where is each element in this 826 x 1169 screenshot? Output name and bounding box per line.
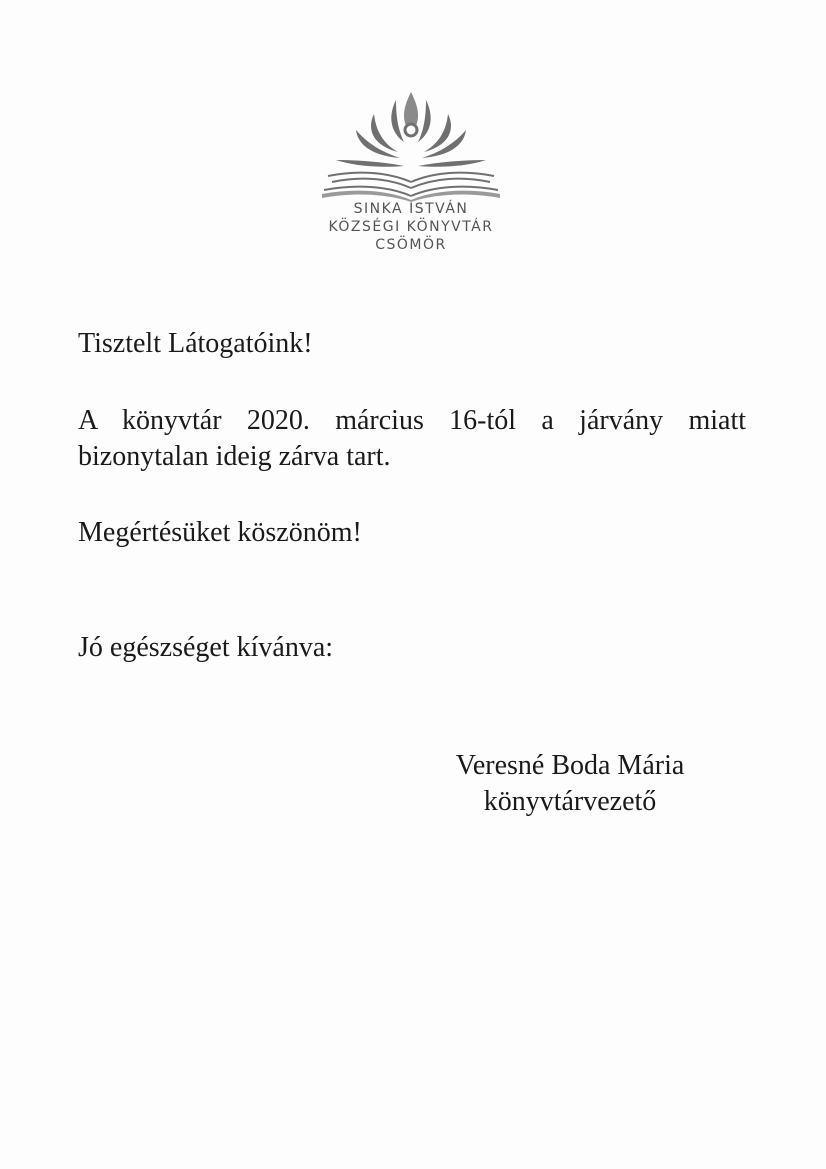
logo-text-line1: SINKA ISTVÁN [353,201,469,217]
letter-body: A könyvtár 2020. március 16-tól a járvány miatt bizonytalan ideig zárva tart. [78,405,746,472]
logo-text-line3: CSÖMÖR [375,237,447,253]
letter-greeting: Tisztelt Látogatóink! [78,328,313,359]
library-logo [318,86,504,266]
signature-title: könyvtárvezető [483,786,657,817]
signature-name: Veresné Boda Mária [455,750,685,781]
letter-wish: Jó egészséget kívánva: [78,632,334,663]
letter-thanks: Megértésüket köszönöm! [78,517,362,548]
logo-text-line2: KÖZSÉGI KÖNYVTÁR [328,219,494,235]
signature-block [420,748,720,820]
book-flame-logo-icon [318,86,504,204]
